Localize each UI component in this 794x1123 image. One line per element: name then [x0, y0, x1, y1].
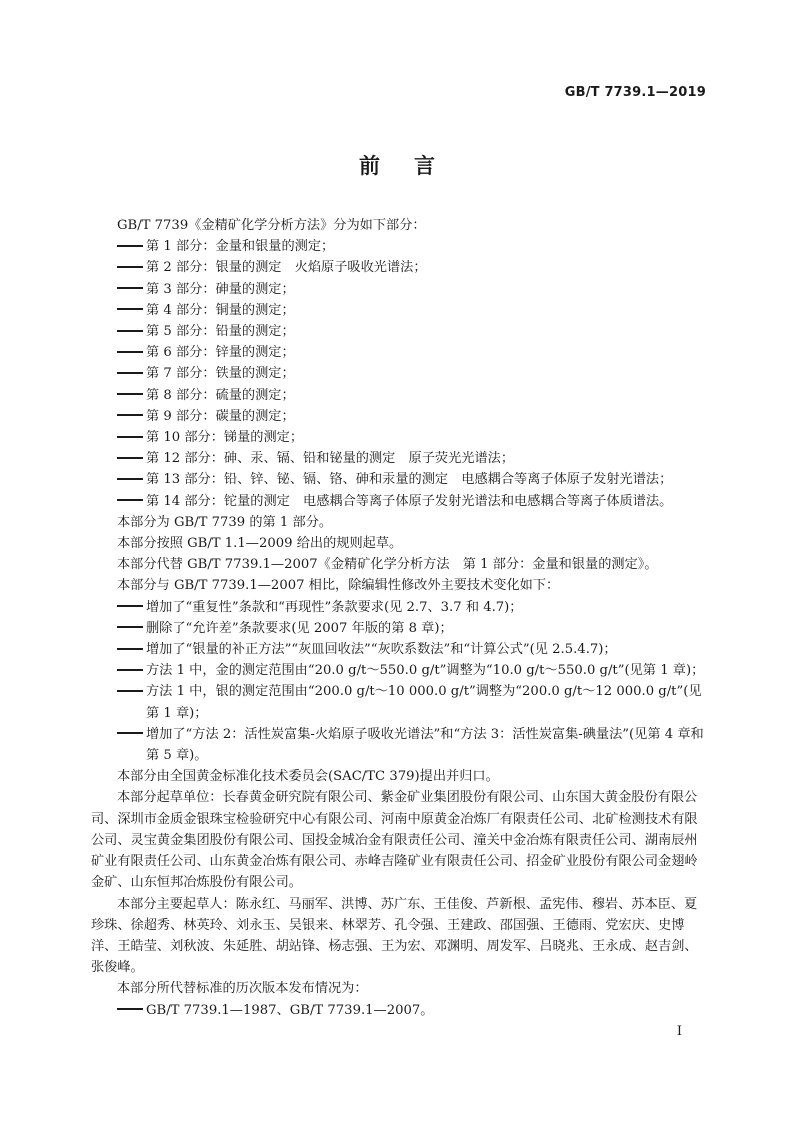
- dash-mark: [117, 648, 143, 650]
- dash-mark: [117, 499, 143, 501]
- part-item: 第 10 部分：锑量的测定；: [117, 427, 707, 448]
- foreword-body: [91, 215, 707, 1021]
- dash-mark: [117, 330, 143, 332]
- change-item: 增加了“重复性”条款和“再现性”条款要求(见 2.7、3.7 和 4.7)；: [117, 597, 707, 618]
- part-item: 第 3 部分：砷量的测定；: [117, 279, 707, 300]
- dash-mark: [117, 287, 143, 289]
- change-item: 删除了“允许差”条款要求(见 2007 年版的第 8 章)；: [117, 618, 707, 639]
- dash-mark: [117, 372, 143, 374]
- para-history-intro: 本部分所代替标准的历次版本发布情况为：: [117, 981, 368, 997]
- standard-number: GB/T 7739.1—2019: [564, 85, 706, 100]
- dash-mark: [117, 690, 143, 692]
- part-item: 第 8 部分：硫量的测定；: [117, 385, 707, 406]
- dash-mark: [117, 245, 143, 247]
- dash-mark: [117, 414, 143, 416]
- part-item: 第 7 部分：铁量的测定；: [117, 363, 707, 384]
- dash-mark: [117, 393, 143, 395]
- part-item: 第 13 部分：铅、锌、铋、镉、铬、砷和汞量的测定 电感耦合等离子体原子发射光谱法；: [117, 469, 707, 490]
- history-item: GB/T 7739.1—1987、GB/T 7739.1—2007。: [117, 1000, 707, 1021]
- parts-list: [117, 236, 707, 512]
- para-drafting-units: 本部分起草单位：长春黄金研究院有限公司、紫金矿业集团股份有限公司、山东国大黄金股份有限公司、深圳市金质金银珠宝检验研究中心有限公司、河南中原黄金冶炼厂有限责任公司、北矿检测技术有限公司、灵宝黄金集团股份有限公司、国投金城冶金有限责任公司、潼关中金冶炼有限责任公司、湖南辰州矿业有限责任公司、山东黄金冶炼有限公司、赤峰吉隆矿业有限责任公司、招金矿业股份有限公司金翅岭金矿、山东恒邦冶炼股份有限公司。: [91, 790, 698, 891]
- part-item: 第 2 部分：银量的测定 火焰原子吸收光谱法；: [117, 257, 707, 278]
- dash-mark: [117, 732, 143, 734]
- change-item: 方法 1 中，金的测定范围由“20.0 g/t～550.0 g/t”调整为“10.0 g/t～550.0 g/t”(见第 1 章)；: [117, 660, 707, 681]
- part-item: 第 14 部分：铊量的测定 电感耦合等离子体原子发射光谱法和电感耦合等离子体质谱法。: [117, 491, 707, 512]
- parts-intro: GB/T 7739《金精矿化学分析方法》分为如下部分：: [117, 218, 426, 233]
- dash-mark: [117, 605, 143, 607]
- part-item: 第 12 部分：砷、汞、镉、铅和铋量的测定 原子荧光光谱法；: [117, 448, 707, 469]
- part-item: 第 6 部分：锌量的测定；: [117, 342, 707, 363]
- para-proposed: 本部分由全国黄金标准化技术委员会(SAC/TC 379)提出并归口。: [117, 769, 499, 785]
- part-item: 第 4 部分：铜量的测定；: [117, 300, 707, 321]
- change-item: 方法 1 中，银的测定范围由“200.0 g/t～10 000.0 g/t”调整为“200.0 g/t～12 000.0 g/t”(见第 1 章)；: [117, 681, 707, 723]
- dash-mark: [117, 436, 143, 438]
- para-part-of: 本部分为 GB/T 7739 的第 1 部分。: [117, 514, 333, 530]
- para-changes-intro: 本部分与 GB/T 7739.1—2007 相比，除编辑性修改外主要技术变化如下：: [117, 578, 560, 594]
- dash-mark: [117, 669, 143, 671]
- part-item: 第 1 部分：金量和银量的测定；: [117, 236, 707, 257]
- part-item: 第 5 部分：铅量的测定；: [117, 321, 707, 342]
- para-replaces: 本部分代替 GB/T 7739.1—2007《金精矿化学分析方法 第 1 部分：金量和银量的测定》。: [117, 557, 658, 573]
- page-title: 前言: [359, 153, 469, 178]
- change-item: 增加了“银量的补正方法”“灰皿回收法”“灰吹系数法”和“计算公式”(见 2.5.4.7)；: [117, 639, 707, 660]
- dash-mark: [117, 266, 143, 268]
- dash-mark: [117, 478, 143, 480]
- dash-mark: [117, 1008, 143, 1010]
- para-drafting-rules: 本部分按照 GB/T 1.1—2009 给出的规则起草。: [117, 536, 403, 552]
- dash-mark: [117, 626, 143, 628]
- para-drafters: 本部分主要起草人：陈永红、马丽军、洪博、苏广东、王佳俊、芦新根、孟宪伟、穆岩、苏本臣、夏珍珠、徐超秀、林英玲、刘永玉、吴银来、林翠芳、孔令强、王建政、邵国强、王德雨、党宏庆、史博洋、王皓莹、刘秋波、朱延胜、胡站锋、杨志强、王为宏、邓渊明、周发军、吕晓兆、王永成、赵吉剑、张俊峰。: [91, 896, 698, 976]
- page-number: I: [676, 1024, 682, 1039]
- changes-list: [117, 597, 707, 767]
- part-item: 第 9 部分：碳量的测定；: [117, 406, 707, 427]
- dash-mark: [117, 457, 143, 459]
- dash-mark: [117, 351, 143, 353]
- change-item: 增加了“方法 2：活性炭富集-火焰原子吸收光谱法”和“方法 3：活性炭富集-碘量法”(见第 4 章和第 5 章)。: [117, 724, 707, 766]
- dash-mark: [117, 308, 143, 310]
